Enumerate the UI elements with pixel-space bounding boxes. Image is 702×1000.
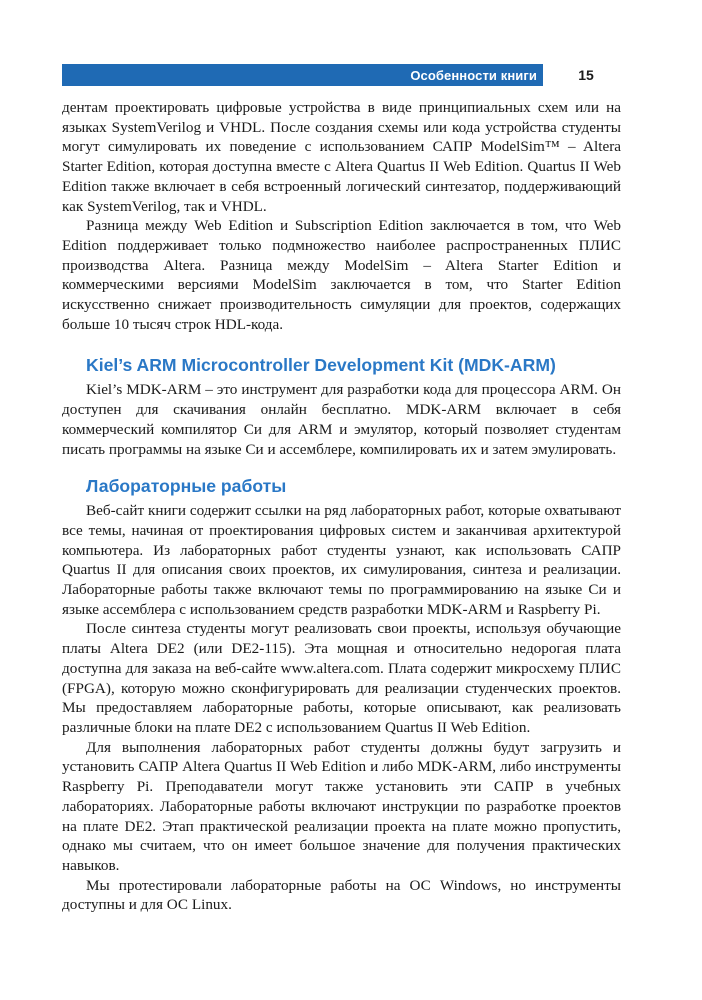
paragraph-labs-3: Для выполнения лабораторных работ студенты должны будут загрузить и установить САПР Altera Quartus II Web Edition и либо MDK-ARM, либо инструменты Raspberry Pi. Преподаватели могут также установить эти САПР в учебных лабораториях. Лабораторные работы включают инструкции по разработке проектов на плате DE2. Этап практической реализации проекта на плате можно пропустить, однако мы считаем, что он имеет большое значение для получения практических навыков. <box>62 738 621 874</box>
paragraph-editions: Разница между Web Edition и Subscription Edition заключается в том, что Web Edition поддерживает только подмножество наиболее распространенных ПЛИС производства Altera. Разница между ModelSim – Altera Starter Edition и коммерческими версиями ModelSim заключается в том, что Starter Edition искусственно снижает производительность симуляции для проектов, содержащих больше 10 тысяч строк HDL-кода. <box>62 217 621 333</box>
page-number: 15 <box>578 67 594 83</box>
running-head-title: Особенности книги <box>410 67 537 83</box>
paragraph-continued: дентам проектировать цифровые устройства в виде принципиальных схем или на языках SystemVerilog и VHDL. После создания схемы или кода устройства студенты могут симулировать их поведение с использованием САПР ModelSim™ – Altera Starter Edition, которая доступна вместе с Altera Quartus II Web Edition. Quartus II Web Edition также включает в себя встроенный логический синтезатор, поддерживающий как SystemVerilog, так и VHDL. <box>62 99 621 215</box>
paragraph-labs-4: Мы протестировали лабораторные работы на ОС Windows, но инструменты доступны и для ОС Linux. <box>62 876 621 914</box>
paragraph-labs-2: После синтеза студенты могут реализовать свои проекты, используя обучающие платы Altera DE2 (или DE2-115). Эта мощная и относительно недорогая плата доступна для заказа на веб-сайте www.altera.com. Плата содержит микросхему ПЛИС (FPGA), которую можно сконфигурировать для реализации студенческих проектов. Мы предоставляем лабораторные работы, которые описывают, как реализовать различные блоки на плате DE2 с использованием Quartus II Web Edition. <box>62 620 621 736</box>
page-body <box>62 98 621 915</box>
paragraph-mdk-arm: Kiel’s MDK-ARM – это инструмент для разработки кода для процессора ARM. Он доступен для скачивания онлайн бесплатно. MDK-ARM включает в себя коммерческий компилятор Си для ARM и эмулятор, который позволяет студентам писать программы на языке Си и ассемблере, компилировать их и затем эмулировать. <box>62 381 621 458</box>
running-head-bar <box>62 64 543 86</box>
section-heading-labs: Лабораторные работы <box>86 476 287 497</box>
section-heading-mdk-arm: Kiel’s ARM Microcontroller Development Kit (MDK-ARM) <box>86 355 556 376</box>
paragraph-labs-1: Веб-сайт книги содержит ссылки на ряд лабораторных работ, которые охватывают все темы, начиная от проектирования цифровых систем и заканчивая архитектурой компьютера. Из лабораторных работ студенты узнают, как использовать САПР Quartus II для описания своих проектов, их симулирования, синтеза и реализации. Лабораторные работы также включают темы по программированию на языке Си и языке ассемблера с использованием средств разработки MDK-ARM и Raspberry Pi. <box>62 502 621 618</box>
